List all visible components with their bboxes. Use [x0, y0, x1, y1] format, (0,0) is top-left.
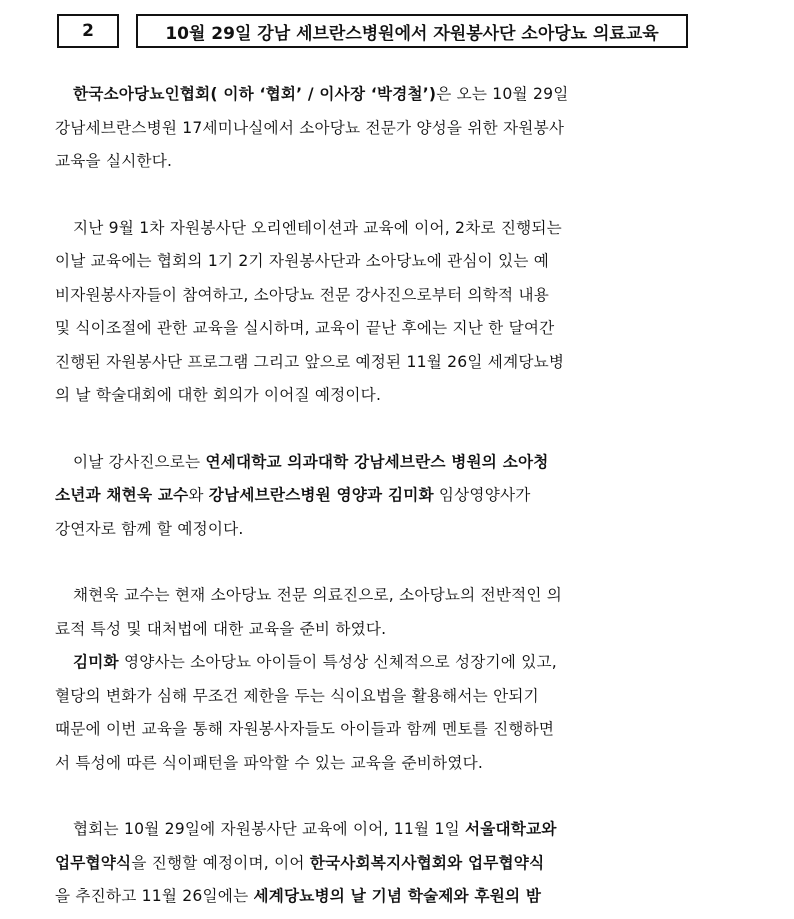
- bold-run: 연세대학교 의과대학 강남세브란스 병원의 소아청: [205, 452, 549, 471]
- section-number: 2: [57, 14, 119, 48]
- text-line: 및 식이조절에 관한 교육을 실시하며, 교육이 끝난 후에는 지난 한 달여간: [55, 319, 555, 337]
- paragraph-intro: [55, 78, 695, 179]
- text-line: 혈당의 변화가 심해 무조건 제한을 두는 식이요법을 활용해서는 안되기: [55, 686, 539, 705]
- text-line: 서 특성에 따른 식이패턴을 파악할 수 있는 교육을 준비하였다.: [55, 753, 484, 772]
- bold-run: 강남세브란스병원 영양과 김미화: [208, 486, 434, 504]
- text-line: [55, 646, 695, 680]
- text-line: 지난 9월 1차 자원봉사단 오리엔테이션과 교육에 이어, 2차로 진행되는: [73, 218, 562, 237]
- text-line: 이날 교육에는 협회의 1기 2기 자원봉사단과 소아당뇨에 관심이 있는 예: [55, 252, 550, 270]
- text-line: 료적 특성 및 대처법에 대한 교육을 준비 하였다.: [55, 619, 387, 638]
- text-line: [55, 880, 695, 914]
- bold-run: 소년과 채현욱 교수: [55, 486, 189, 504]
- text-run: 은 오는 10월 29일: [436, 85, 569, 103]
- paragraph-nutritionist: [55, 646, 695, 780]
- text-line: 진행된 자원봉사단 프로그램 그리고 앞으로 예정된 11월 26일 세계당뇨병: [55, 352, 565, 371]
- text-line: [55, 479, 695, 513]
- section-title: 10월 29일 강남 세브란스병원에서 자원봉사단 소아당뇨 의료교육: [136, 14, 688, 48]
- text-line: 때문에 이번 교육을 통해 자원봉사자들도 아이들과 함께 멘토를 진행하면: [55, 720, 555, 738]
- bold-run: 업무협약식: [55, 853, 132, 872]
- bold-run: 세계당뇨병의 날 기념 학술제와 후원의 밤: [253, 887, 542, 905]
- text-line: 강남세브란스병원 17세미나실에서 소아당뇨 전문가 양성을 위한 자원봉사: [55, 118, 565, 137]
- text-run: 협회는 10월 29일에 자원봉사단 교육에 이어, 11월 1일: [73, 820, 466, 838]
- text-line: 강연자로 함께 할 예정이다.: [55, 519, 244, 538]
- bold-run: 서울대학교와: [465, 820, 557, 838]
- org-name: 한국소아당뇨인협회( 이하 ‘협회’ / 이사장 ‘박경철’): [73, 85, 437, 103]
- text-line: [55, 813, 695, 847]
- article-body: [55, 78, 695, 914]
- text-line: [55, 78, 695, 112]
- text-run: 영양사는 소아당뇨 아이들이 특성상 신체적으로 성장기에 있고,: [118, 653, 557, 671]
- bold-run: 한국사회복지사협회와 업무협약식: [309, 853, 545, 872]
- paragraph-professor: [55, 579, 695, 646]
- text-line: 교육을 실시한다.: [55, 152, 173, 170]
- text-run: 임상영양사가: [433, 486, 531, 504]
- paragraph-lecturers: [55, 446, 695, 547]
- text-run: 을 진행할 예정이며, 이어: [131, 853, 310, 872]
- paragraph-agreements: [55, 813, 695, 914]
- text-run: 을 추진하고 11월 26일에는: [55, 887, 254, 905]
- text-run: 이날 강사진으로는: [73, 452, 206, 471]
- text-run: 와: [188, 486, 209, 504]
- paragraph-schedule: [55, 212, 695, 413]
- text-line: [55, 446, 695, 480]
- text-line: 비자원봉사자들이 참여하고, 소아당뇨 전문 강사진으로부터 의학적 내용: [55, 285, 550, 304]
- text-line: [55, 847, 695, 881]
- text-line: 의 날 학술대회에 대한 회의가 이어질 예정이다.: [55, 386, 382, 404]
- text-line: 채현욱 교수는 현재 소아당뇨 전문 의료진으로, 소아당뇨의 전반적인 의: [73, 586, 563, 604]
- bold-run: 김미화: [73, 653, 119, 671]
